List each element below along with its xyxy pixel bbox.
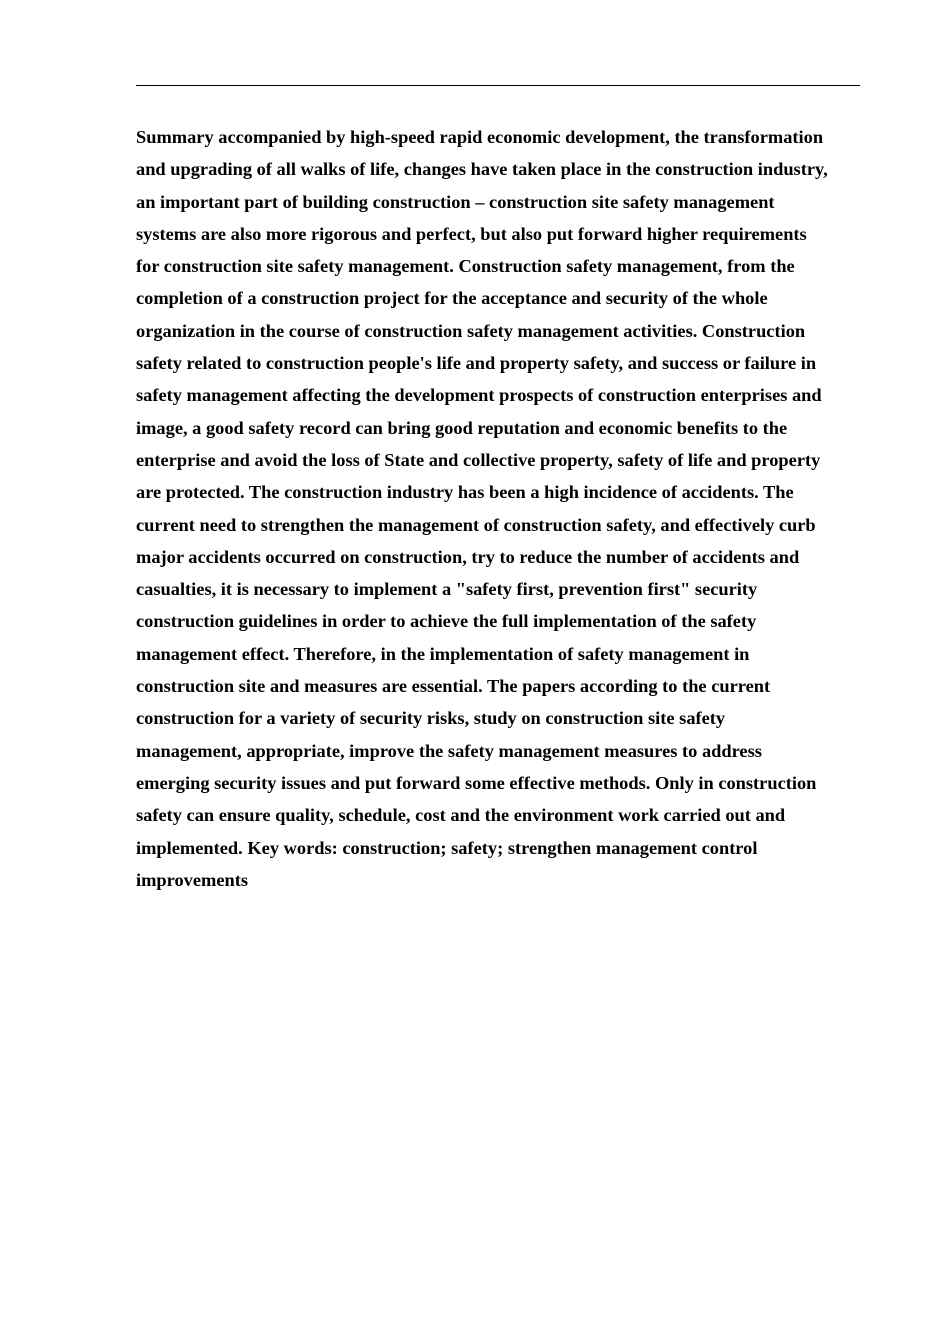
text-line: completion of a construction project for the acceptance and security of the whole	[136, 288, 768, 309]
text-line: major accidents occurred on construction, try to reduce the number of accidents and	[136, 546, 800, 567]
abstract-paragraph	[136, 121, 862, 896]
text-line: safety can ensure quality, schedule, cost and the environment work carried out and	[136, 805, 786, 826]
text-line: systems are also more rigorous and perfect, but also put forward higher requirements	[136, 223, 807, 244]
text-line: for construction site safety management. Construction safety management, from the	[136, 256, 795, 277]
text-line: management, appropriate, improve the safety management measures to address	[136, 740, 762, 761]
text-line: an important part of building construction – construction site safety management	[136, 191, 775, 212]
text-line: construction for a variety of security risks, study on construction site safety	[136, 708, 726, 729]
text-line: enterprise and avoid the loss of State and collective property, safety of life and property	[136, 449, 821, 470]
text-line: are protected. The construction industry has been a high incidence of accidents. The	[136, 482, 794, 503]
text-line: Summary accompanied by high-speed rapid economic development, the transformation	[136, 127, 824, 147]
text-line: and upgrading of all walks of life, changes have taken place in the construction industry,	[136, 159, 828, 180]
text-line: casualties, it is necessary to implement a "safety first, prevention first" security	[136, 579, 758, 600]
text-line: current need to strengthen the management of construction safety, and effectively curb	[136, 514, 816, 535]
text-line: safety related to construction people's life and property safety, and success or failure in	[136, 353, 817, 374]
text-line: implemented. Key words: construction; safety; strengthen management control	[136, 837, 758, 858]
header-rule	[136, 85, 860, 86]
text-line: construction guidelines in order to achieve the full implementation of the safety	[136, 611, 757, 632]
text-line: organization in the course of construction safety management activities. Construction	[136, 320, 806, 341]
text-line: improvements	[136, 869, 249, 890]
text-line: construction site and measures are essential. The papers according to the current	[136, 676, 771, 697]
text-line: emerging security issues and put forward some effective methods. Only in construction	[136, 772, 817, 793]
text-line: image, a good safety record can bring good reputation and economic benefits to the	[136, 417, 788, 438]
text-line: management effect. Therefore, in the implementation of safety management in	[136, 643, 750, 664]
text-line: safety management affecting the development prospects of construction enterprises and	[136, 385, 822, 406]
